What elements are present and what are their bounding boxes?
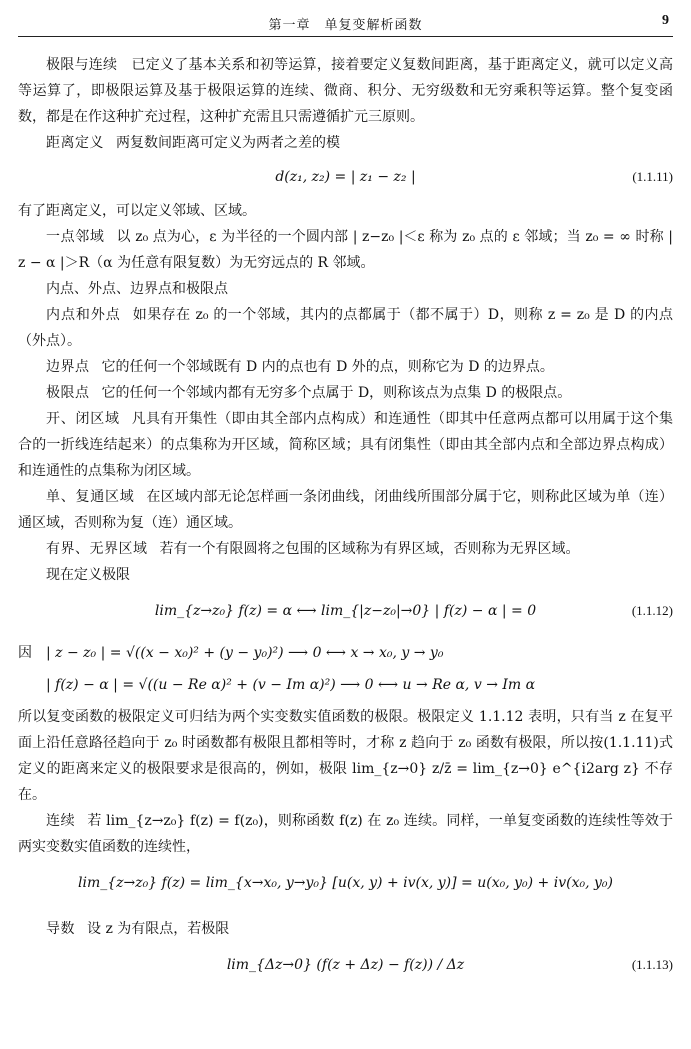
equation-number: (1.1.13) bbox=[631, 957, 673, 972]
paragraph-distance-definition bbox=[18, 130, 673, 156]
page-number: 9 bbox=[662, 13, 669, 28]
point-neighborhood-text: 以 z₀ 点为心，ε 为半径的一个圆内部 | z−z₀ |＜ε 称为 z₀ 点的 ε 邻域；当 z₀ = ∞ 时称 | z − α |＞R（α 为任意有限复数）为无穷远点的 R 邻域。 bbox=[18, 229, 673, 271]
term-bounded-region: 有界、无界区域 bbox=[46, 541, 148, 557]
equation-1-1-12 bbox=[18, 598, 673, 630]
chapter-title: 第一章 单复变解析函数 bbox=[268, 18, 423, 33]
term-continuity: 连续 bbox=[46, 813, 76, 829]
equation-number: (1.1.11) bbox=[632, 169, 673, 184]
term-interior-exterior: 内点和外点 bbox=[46, 307, 121, 323]
paragraph-open-closed-region bbox=[18, 406, 673, 484]
term-distance-definition: 距离定义 bbox=[46, 135, 104, 151]
term-open-closed-region: 开、闭区域 bbox=[46, 411, 120, 427]
interior-exterior-text: 如果存在 z₀ 的一个邻域，其内的点都属于（都不属于）D，则称 z = z₀ 是 D 的内点（外点）。 bbox=[18, 307, 674, 349]
equation-1-1-13 bbox=[18, 952, 673, 984]
paragraph-bounded-region bbox=[18, 536, 673, 562]
paragraph-limit-reduction: 所以复变函数的极限定义可归结为两个实变数实值函数的极限。极限定义 1.1.12 表明，只有当 z 在复平面上沿任意路径趋向于 z₀ 时函数都有极限且都相等时，才称 z 趋向于 z₀ 函数有极限，所以按(1.1.11)式定义的距离来定义的极限要求是很高的，例如，极限 lim_{z→0} z/z̄ = lim_{z→0} e^{i2arg z} 不存在。 bbox=[18, 709, 673, 803]
equation-body: | f(z) − α | = √((u − Re α)² + (v − Im α)²) ⟶ 0 ⟷ u → Re α, v → Im α bbox=[46, 677, 536, 693]
equation-lead-word: 因 bbox=[18, 645, 32, 661]
paragraph-boundary-point bbox=[18, 354, 673, 380]
limit-point-text: 它的任何一个邻域内都有无穷多个点属于 D，则称该点为点集 D 的极限点。 bbox=[101, 385, 572, 401]
running-header bbox=[18, 12, 673, 37]
subheading-point-types: 内点、外点、边界点和极限点 bbox=[46, 281, 228, 297]
equation-body: lim_{Δz→0} (f(z + Δz) − f(z)) / Δz bbox=[226, 957, 465, 973]
page-body bbox=[18, 52, 673, 994]
continuity-text: 若 lim_{z→z₀} f(z) = f(z₀)，则称函数 f(z) 在 z₀ 连续。同样，一单复变函数的连续性等效于两实变数实值函数的连续性， bbox=[18, 813, 674, 855]
equation-body: | z − z₀ | = √((x − x₀)² + (y − y₀)²) ⟶ 0 ⟷ x → x₀, y → y₀ bbox=[46, 645, 444, 661]
paragraph-continuity bbox=[18, 808, 673, 860]
paragraph-point-neighborhood bbox=[18, 224, 673, 276]
paragraph-neighborhood-intro: 有了距离定义，可以定义邻域、区域。 bbox=[18, 203, 256, 219]
bounded-region-text: 若有一个有限圆将之包围的区域称为有界区域，否则称为无界区域。 bbox=[159, 541, 580, 557]
equation-number: (1.1.12) bbox=[631, 603, 673, 618]
equation-body: lim_{z→z₀} f(z) = α ⟷ lim_{|z−z₀|→0} | f(z) − α | = 0 bbox=[154, 603, 537, 619]
equation-modulus-z bbox=[18, 640, 673, 668]
derivative-text: 设 z 为有限点，若极限 bbox=[87, 921, 230, 937]
equation-1-1-11 bbox=[18, 164, 673, 190]
paragraph-interior-exterior bbox=[18, 302, 673, 354]
paragraph-limit-point bbox=[18, 380, 673, 406]
term-derivative: 导数 bbox=[46, 921, 75, 937]
paragraph-limit-continuity: 极限与连续 已定义了基本关系和初等运算，接着要定义复数间距离，基于距离定义，就可以定义高等运算了，即极限运算及基于极限运算的连续、微商、积分、无穷级数和无穷乘积等运算。整个复变函数，都是在作这种扩充过程，这种扩充需且只需遵循扩元三原则。 bbox=[18, 57, 673, 125]
open-closed-region-text: 凡具有开集性（即由其全部内点构成）和连通性（即其中任意两点都可以用属于这个集合的一折线连结起来）的点集称为开区域，简称区域；具有闭集性（即由其全部内点和全部边界点构成）和连通性的点集称为闭区域。 bbox=[18, 411, 673, 479]
term-limit-point: 极限点 bbox=[46, 385, 90, 401]
equation-continuity bbox=[18, 870, 673, 906]
equation-body: lim_{z→z₀} f(z) = lim_{x→x₀, y→y₀} [u(x, y) + iv(x, y)] = u(x₀, y₀) + iv(x₀, y₀) bbox=[78, 875, 613, 891]
term-boundary-point: 边界点 bbox=[46, 359, 90, 375]
paragraph-connected-region bbox=[18, 484, 673, 536]
paragraph-define-limit: 现在定义极限 bbox=[46, 567, 130, 583]
term-connected-region: 单、复通区域 bbox=[46, 489, 135, 505]
equation-modulus-f bbox=[18, 672, 673, 700]
distance-definition-text: 两复数间距离可定义为两者之差的模 bbox=[116, 135, 340, 151]
equation-body: d(z₁, z₂) = | z₁ − z₂ | bbox=[275, 169, 416, 185]
boundary-point-text: 它的任何一个邻域既有 D 内的点也有 D 外的点，则称它为 D 的边界点。 bbox=[101, 359, 554, 375]
paragraph-derivative bbox=[18, 916, 673, 942]
connected-region-text: 在区域内部无论怎样画一条闭曲线，闭曲线所围部分属于它，则称此区域为单（连）通区域，否则称为复（连）通区域。 bbox=[18, 489, 674, 531]
term-point-neighborhood: 一点邻域 bbox=[46, 229, 105, 245]
